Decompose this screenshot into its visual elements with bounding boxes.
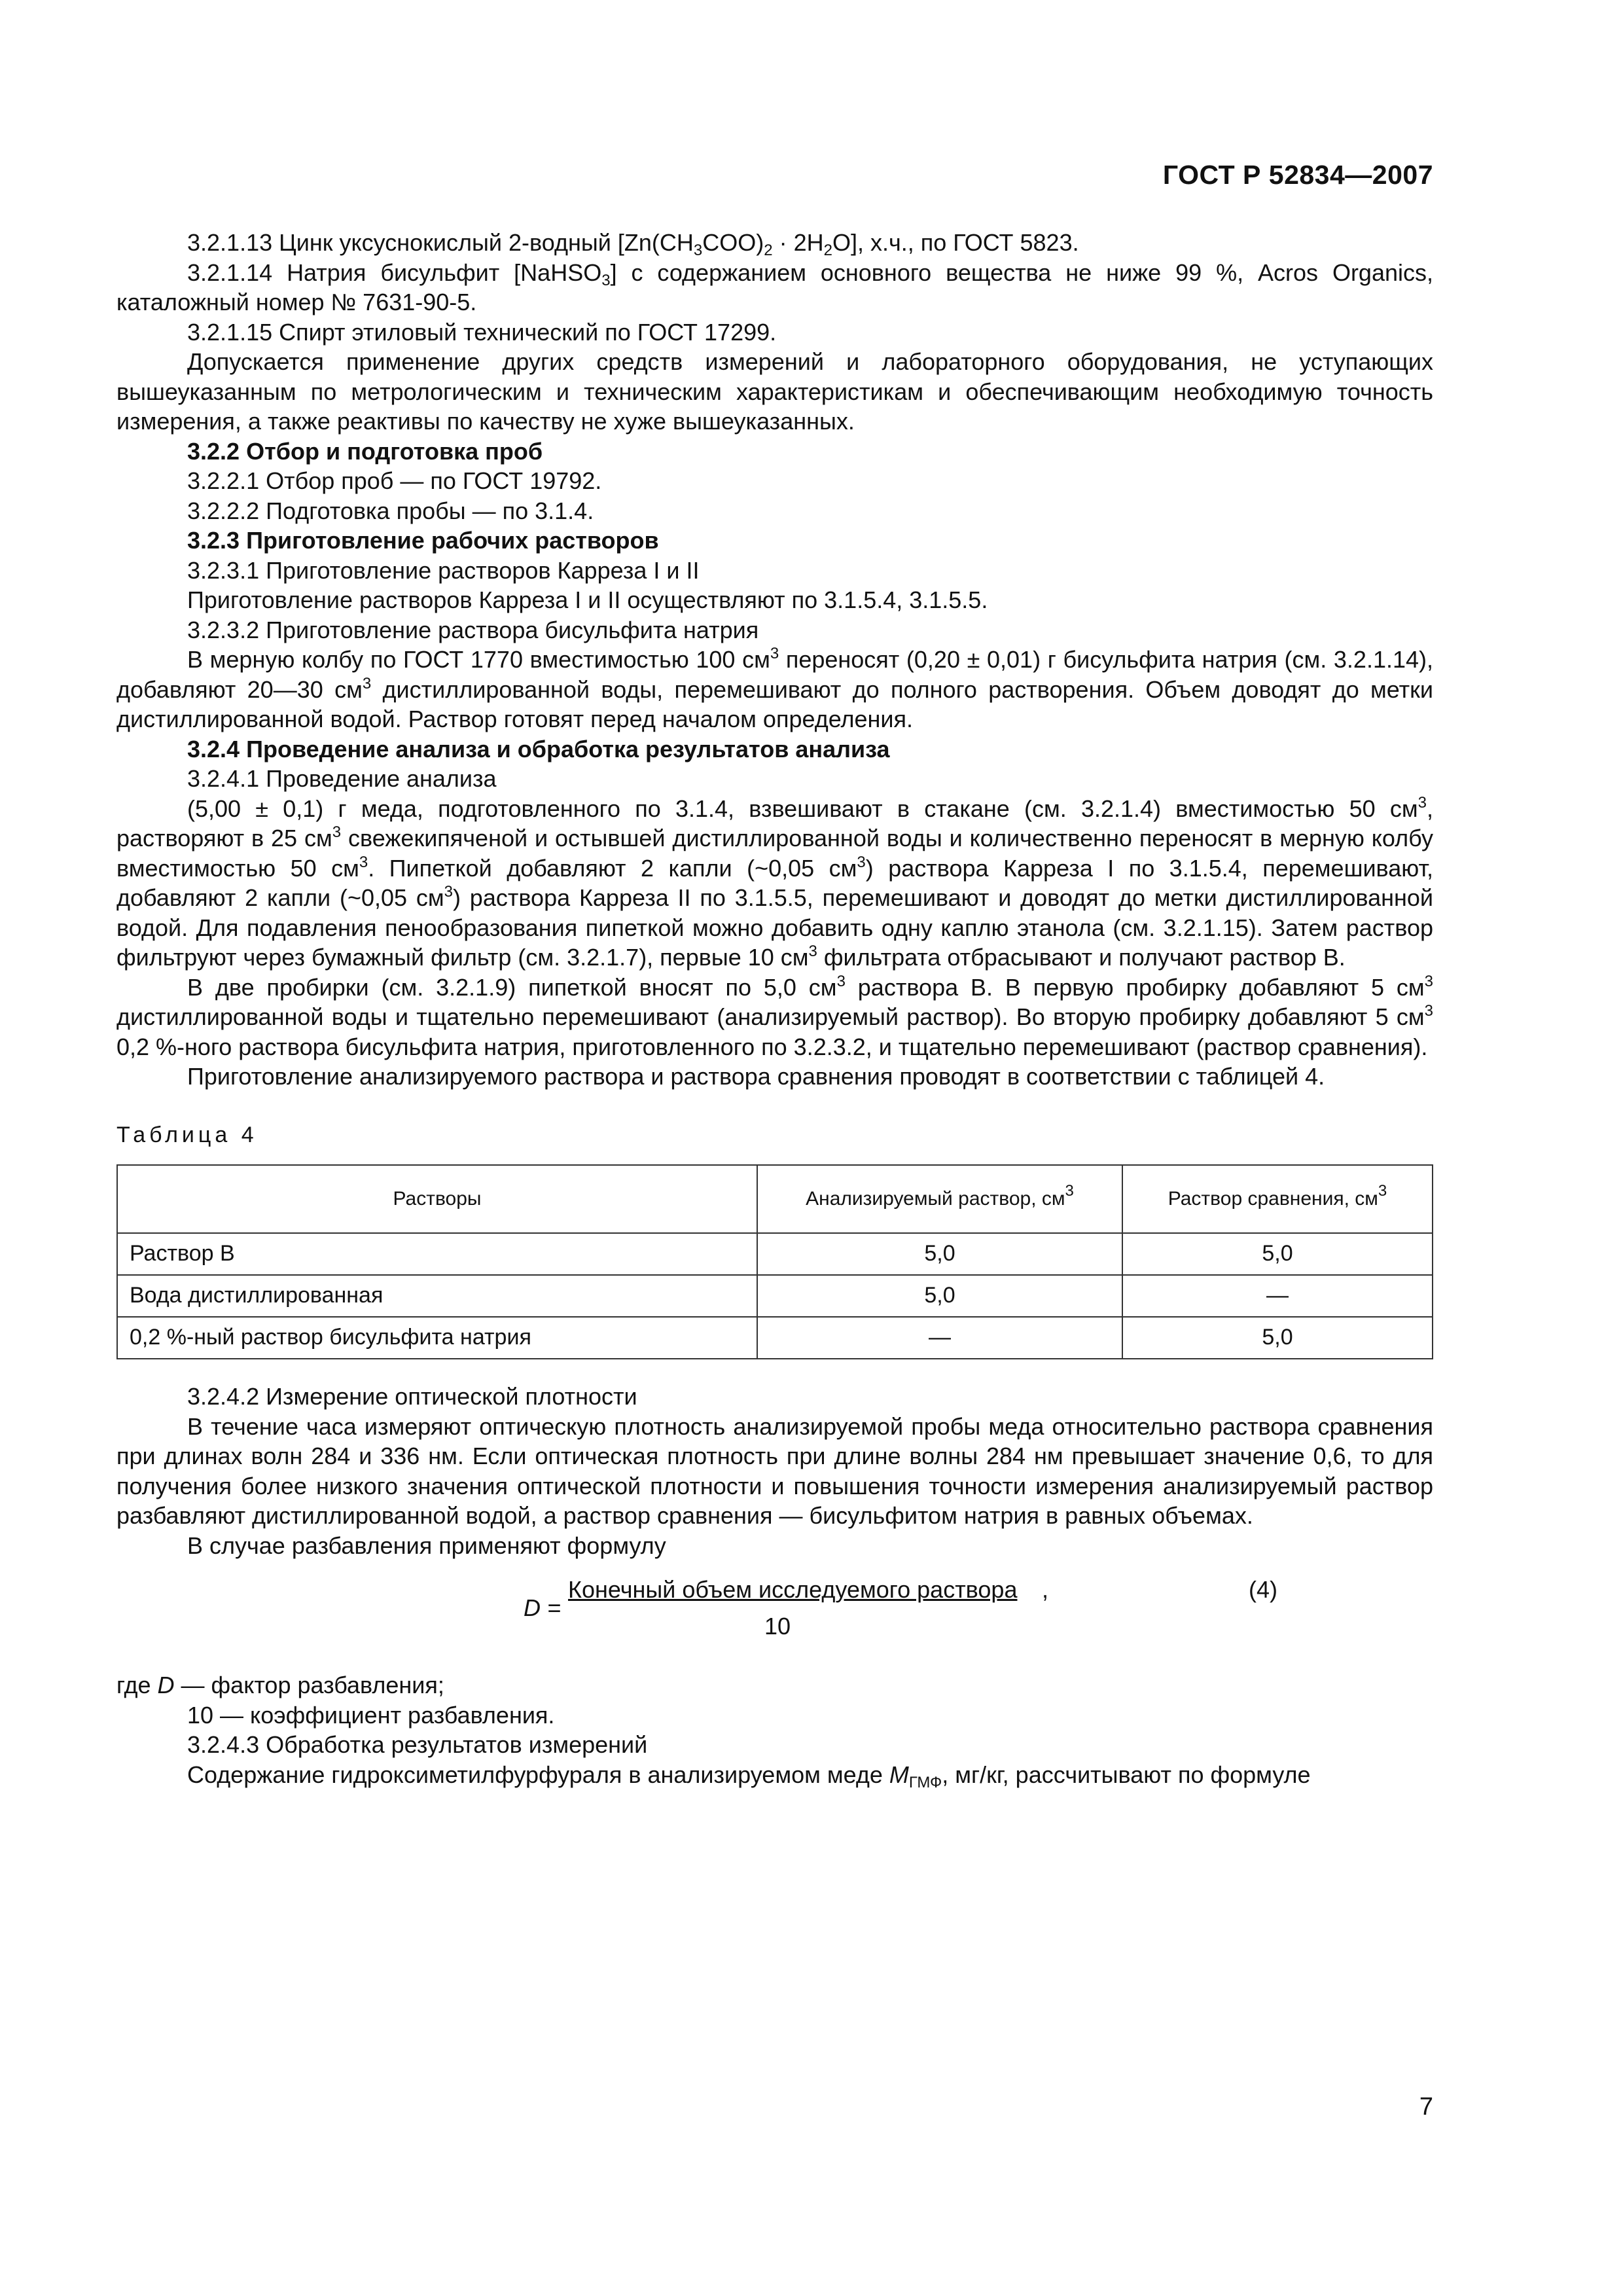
- header-text: Анализируемый раствор, см: [806, 1188, 1065, 1210]
- text-run: Цинк уксуснокислый 2-водный [Zn(CH: [279, 229, 694, 256]
- text-run: — фактор разбавления;: [174, 1672, 444, 1698]
- allowed-paragraph: Допускается применение других средств измерений и лабораторного оборудования, не уступающих вышеуказанным по метрологическим и техническим характеристикам и обеспечивающим необходимую точность измерения, а также реактивы по качеству не хуже вышеуказанных.: [116, 348, 1433, 435]
- paragraph-table-ref: Приготовление анализируемого раствора и раствора сравнения проводят в соответствии с таблицей 4.: [187, 1063, 1325, 1090]
- item-number: 3.2.1.15: [187, 318, 273, 346]
- text-run: фильтрата отбрасывают и получают раствор В.: [817, 944, 1346, 971]
- section-heading-3-2-3: [116, 526, 1433, 556]
- subscript: 2: [823, 242, 832, 259]
- superscript: 3: [1065, 1182, 1074, 1200]
- table-cell: 5,0: [757, 1233, 1122, 1275]
- superscript: 3: [362, 674, 372, 692]
- table-cell: —: [757, 1317, 1122, 1359]
- formula-denominator: 10: [764, 1613, 791, 1640]
- text-run: раствора В. В первую пробирку добавляют 5 см: [845, 973, 1425, 1001]
- table-cell: 5,0: [1122, 1317, 1433, 1359]
- heading-text: Приготовление рабочих растворов: [246, 527, 659, 554]
- item-3-2-1-14: [116, 258, 1433, 317]
- table-header-row: [117, 1165, 1433, 1233]
- item-3-2-1-15: [116, 317, 1433, 348]
- header-text: Раствор сравнения, см: [1168, 1188, 1378, 1210]
- superscript: 3: [359, 853, 368, 871]
- document-body: [116, 228, 1433, 1789]
- paragraph-3-2-4-2: 3.2.4.2 Измерение оптической плотности: [187, 1383, 637, 1410]
- superscript: 3: [444, 883, 453, 901]
- heading-text: Проведение анализа и обработка результатов анализа: [246, 735, 890, 762]
- table-cell: 0,2 %-ный раствор бисульфита натрия: [117, 1317, 757, 1359]
- paragraph-dilution-formula-intro: В случае разбавления применяют формулу: [187, 1532, 666, 1559]
- subscript: 3: [693, 242, 703, 259]
- text-run: В две пробирки (см. 3.2.1.9) пипеткой вносят по 5,0 см: [187, 973, 837, 1001]
- formula-comma: ,: [1042, 1576, 1049, 1603]
- text-run: 0,2 %-ного раствора бисульфита натрия, приготовленного по 3.2.3.2, и тщательно перемешивают (раствор сравнения).: [116, 1033, 1428, 1060]
- text-run: где: [116, 1672, 158, 1698]
- table-row: [117, 1317, 1433, 1359]
- section-heading-3-2-2: [116, 437, 1433, 467]
- text-run: , растворяют в 25 см: [116, 795, 1433, 852]
- standard-header: ГОСТ Р 52834—2007: [1162, 160, 1433, 190]
- superscript: 3: [808, 942, 817, 960]
- table-4: [116, 1164, 1433, 1359]
- header-text: Растворы: [393, 1188, 482, 1210]
- item-number: 3.2.1.14: [187, 259, 273, 286]
- text-run: · 2H: [772, 229, 824, 256]
- superscript: 3: [836, 972, 846, 990]
- subscript: ГМФ: [908, 1773, 942, 1791]
- paragraph-3-2-3-2: 3.2.3.2 Приготовление раствора бисульфита натрия: [187, 616, 759, 643]
- superscript: 3: [1378, 1182, 1387, 1200]
- text-run: В мерную колбу по ГОСТ 1770 вместимостью 100 см: [187, 646, 770, 673]
- superscript: 3: [1424, 972, 1433, 990]
- paragraph-hmf-content: [116, 1760, 1433, 1790]
- table-caption: Таблица 4: [116, 1122, 258, 1147]
- formula-4: [116, 1572, 1433, 1651]
- where-line-2: 10 — коэффициент разбавления.: [187, 1701, 555, 1729]
- text-run: свежекипяченой и остывшей дистиллированной воды и количественно переносят в мерную колбу вместимостью 50 см: [116, 825, 1433, 882]
- paragraph-optical-density: В течение часа измеряют оптическую плотность анализируемой пробы меда относительно раствора сравнения при длинах волн 284 и 336 нм. Если оптическая плотность при длине волны 284 нм превышает значение 0,6, то для получения более низкого значения оптической плотности и повышения точности измерения анализируемый раствор разбавляют дистиллированной водой, а раствор сравнения — бисульфитом натрия в равных объемах.: [116, 1412, 1433, 1529]
- text-run: переносят (0,20 ± 0,01) г бисульфита натрия (см. 3.2.1.14), добавляют 20—30 см: [116, 646, 1433, 703]
- paragraph-bisulfite-prep: [116, 645, 1433, 734]
- page-number: 7: [1419, 2093, 1433, 2121]
- table-cell: 5,0: [757, 1275, 1122, 1317]
- paragraph-3-2-4-1: 3.2.4.1 Проведение анализа: [187, 765, 497, 792]
- formula-number: (4): [1249, 1576, 1277, 1603]
- superscript: 3: [1424, 1002, 1433, 1020]
- heading-number: 3.2.4: [187, 735, 240, 762]
- item-3-2-1-13: [116, 228, 1433, 258]
- text-run: дистиллированной воды, перемешивают до полного растворения. Объем доводят до метки дистиллированной водой. Раствор готовят перед началом определения.: [116, 675, 1433, 732]
- table-cell: Раствор В: [117, 1233, 757, 1275]
- text-run: ) раствора Карреза II по 3.1.5.5, перемешивают и доводят до метки дистиллированной водой. Для подавления пенообразования пипеткой можно добавить одну каплю этанола (см. 3.2.1.15). Затем раствор фильтруют через бумажный фильтр (см. 3.2.1.7), первые 10 см: [116, 884, 1434, 971]
- text-run: Спирт этиловый технический по ГОСТ 17299.: [279, 318, 777, 346]
- where-line-1: [116, 1670, 1433, 1700]
- text-run: Натрия бисульфит [NaHSO: [287, 259, 602, 286]
- text-run: , мг/кг, рассчитывают по формуле: [942, 1761, 1311, 1788]
- superscript: 3: [857, 853, 866, 871]
- heading-number: 3.2.2: [187, 437, 240, 465]
- table-cell: Вода дистиллированная: [117, 1275, 757, 1317]
- text-run: COO): [702, 229, 764, 256]
- paragraph-3-2-4-3: 3.2.4.3 Обработка результатов измерений: [187, 1731, 648, 1758]
- text-run: O], х.ч., по ГОСТ 5823.: [832, 229, 1079, 256]
- table-header-cell: [1122, 1165, 1433, 1233]
- heading-text: Отбор и подготовка проб: [246, 437, 543, 465]
- table-header-cell: [117, 1165, 757, 1233]
- text-run: (5,00 ± 0,1) г меда, подготовленного по 3.1.4, взвешивают в стакане (см. 3.2.1.4) вместимостью 50 см: [187, 795, 1418, 822]
- spacer: [116, 1359, 1433, 1382]
- text-run: Содержание гидроксиметилфурфураля в анализируемом меде: [187, 1761, 889, 1788]
- table-cell: —: [1122, 1275, 1433, 1317]
- table-header-cell: [757, 1165, 1122, 1233]
- paragraph-3-2-2-2: 3.2.2.2 Подготовка пробы — по 3.1.4.: [187, 497, 594, 524]
- section-heading-3-2-4: [116, 734, 1433, 764]
- table-row: [117, 1275, 1433, 1317]
- paragraph-karrez: Приготовление растворов Карреза I и II осуществляют по 3.1.5.4, 3.1.5.5.: [187, 586, 988, 613]
- spacer: [116, 1092, 1433, 1114]
- variable: M: [889, 1761, 909, 1788]
- text-run: ] с содержанием основного вещества не ниже 99 %, Acros Organics, каталожный номер № 7631-90-5.: [116, 259, 1433, 315]
- item-number: 3.2.1.13: [187, 229, 273, 256]
- superscript: 3: [770, 645, 779, 662]
- subscript: 3: [601, 271, 611, 289]
- superscript: 3: [1418, 793, 1427, 812]
- subscript: 2: [764, 242, 773, 259]
- text-run: . Пипеткой добавляют 2 капли (~0,05 см: [368, 854, 857, 882]
- table-row: [117, 1233, 1433, 1275]
- paragraph-test-tubes: [116, 973, 1433, 1062]
- paragraph-analysis: [116, 794, 1433, 973]
- variable: D: [157, 1672, 175, 1698]
- formula-lhs: D =: [524, 1594, 562, 1621]
- text-run: дистиллированной воды и тщательно перемешивают (анализируемый раствор). Во вторую пробирку добавляют 5 см: [116, 1003, 1425, 1030]
- table-cell: 5,0: [1122, 1233, 1433, 1275]
- formula-numerator: Конечный объем исследуемого раствора: [568, 1576, 1018, 1603]
- heading-number: 3.2.3: [187, 527, 240, 554]
- paragraph-3-2-2-1: 3.2.2.1 Отбор проб — по ГОСТ 19792.: [187, 467, 602, 494]
- superscript: 3: [332, 823, 342, 841]
- paragraph-3-2-3-1: 3.2.3.1 Приготовление растворов Карреза I и II: [187, 556, 700, 584]
- text-run: ) раствора Карреза I по 3.1.5.4, перемешивают, добавляют 2 капли (~0,05 см: [116, 854, 1434, 911]
